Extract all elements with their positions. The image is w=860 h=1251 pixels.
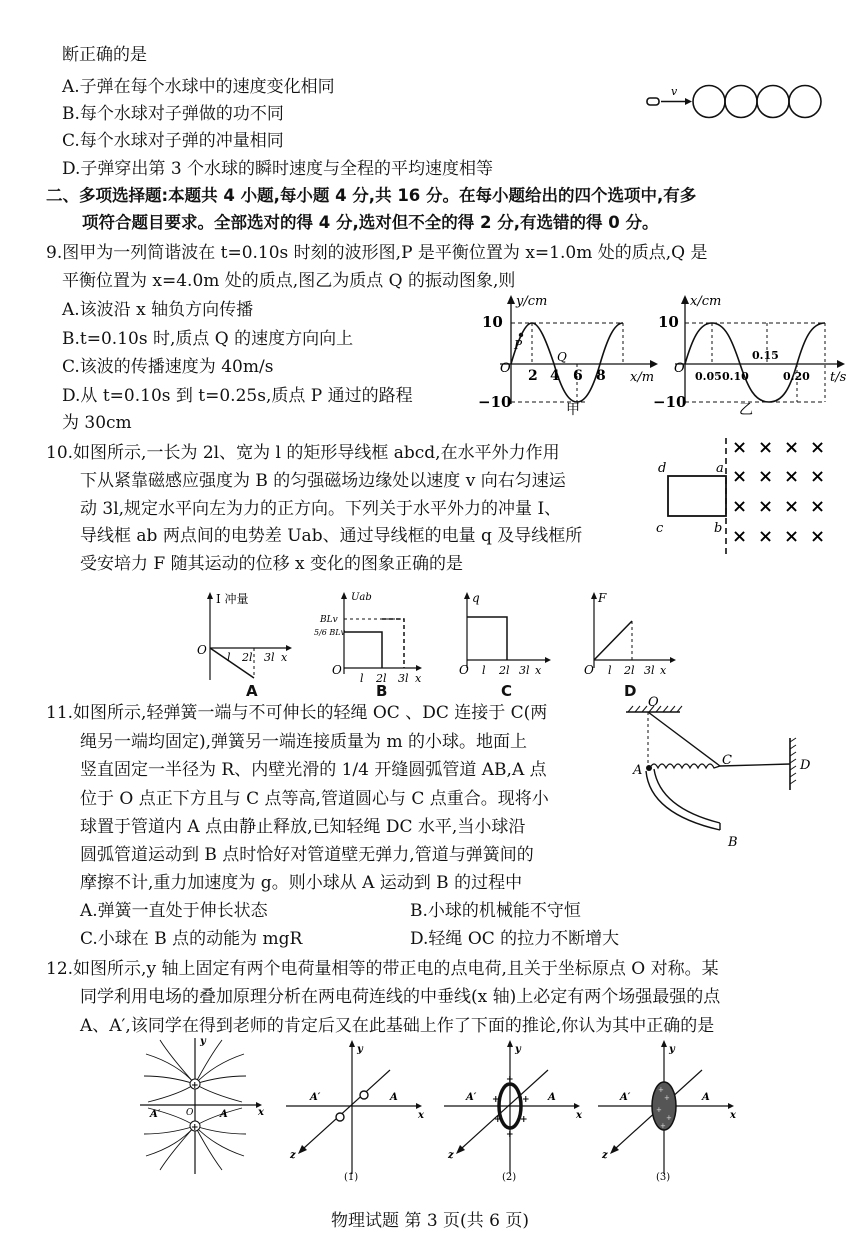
svg-text:甲: 甲 xyxy=(566,402,580,418)
svg-text:−10: −10 xyxy=(653,393,687,411)
q10-graph-b xyxy=(314,590,428,690)
svg-text:×: × xyxy=(810,526,826,547)
wire-frame-magnetic-field-figure xyxy=(652,436,837,561)
svg-text:10: 10 xyxy=(482,313,503,331)
svg-text:×: × xyxy=(732,496,748,517)
q9-option-a: A.该波沿 x 轴负方向传播 xyxy=(62,300,254,320)
q12-stem-line3: A、A′,该同学在得到老师的肯定后又在此基础上作了下面的推论,你认为其中正确的是 xyxy=(80,1016,715,1036)
svg-text:2l: 2l xyxy=(376,672,387,685)
q11-stem-line2: 绳另一端均固定),弹簧另一端连接质量为 m 的小球。地面上 xyxy=(80,732,527,752)
svg-text:x: x xyxy=(576,1110,582,1121)
water-ball-3 xyxy=(757,86,789,118)
svg-text:×: × xyxy=(784,496,800,517)
svg-text:O: O xyxy=(332,663,342,677)
svg-text:+: + xyxy=(506,1130,514,1140)
vibration-curve xyxy=(685,323,825,402)
q11-stem-line1: 11.如图所示,轻弹簧一端与不可伸长的轻绳 OC 、DC 连接于 C(两 xyxy=(46,703,548,723)
svg-text:x: x xyxy=(415,672,422,685)
wave-curve xyxy=(511,323,623,402)
svg-text:A′: A′ xyxy=(466,1092,477,1103)
q12-stem-line2: 同学利用电场的叠加原理分析在两电荷连线的中垂线(x 轴)上必定有两个场强最强的点 xyxy=(80,987,721,1007)
svg-text:A′: A′ xyxy=(620,1092,631,1103)
electric-field-lines-figure xyxy=(140,1036,270,1176)
q10-graph-a xyxy=(196,590,296,690)
svg-text:+: + xyxy=(506,1075,514,1085)
svg-text:C: C xyxy=(722,753,732,768)
svg-text:A: A xyxy=(220,1109,228,1120)
q8-intro: 断正确的是 xyxy=(62,45,147,65)
svg-text:+: + xyxy=(660,1122,666,1130)
svg-text:(2): (2) xyxy=(502,1172,517,1183)
section2-heading-line2: 项符合题目要求。全部选对的得 4 分,选对但不全的得 2 分,有选错的得 0 分。 xyxy=(82,213,659,232)
q10-graph-d xyxy=(580,590,680,690)
svg-text:x: x xyxy=(258,1107,264,1118)
svg-text:3l: 3l xyxy=(519,664,530,677)
svg-text:a: a xyxy=(716,461,724,476)
svg-text:t/s: t/s xyxy=(830,370,847,385)
svg-text:×: × xyxy=(758,496,774,517)
svg-text:A: A xyxy=(702,1092,710,1103)
q9-option-b: B.t=0.10s 时,质点 Q 的速度方向向上 xyxy=(62,329,354,349)
svg-text:+: + xyxy=(666,1114,672,1122)
svg-text:0.20: 0.20 xyxy=(783,370,810,383)
svg-text:x: x xyxy=(535,664,542,677)
svg-text:5/6 BLv: 5/6 BLv xyxy=(314,628,346,637)
svg-text:z: z xyxy=(602,1150,608,1161)
svg-text:O: O xyxy=(186,1108,194,1118)
svg-text:乙: 乙 xyxy=(739,402,753,418)
rope-oc xyxy=(648,712,720,766)
svg-text:A: A xyxy=(633,763,643,778)
svg-text:x/m: x/m xyxy=(630,370,655,385)
svg-text:z: z xyxy=(290,1150,296,1161)
q8-option-c: C.每个水球对子弹的冲量相同 xyxy=(62,131,284,151)
wave-graph-jia xyxy=(478,292,668,418)
water-ball-4 xyxy=(789,86,821,118)
svg-text:×: × xyxy=(784,526,800,547)
svg-text:O: O xyxy=(459,663,469,677)
svg-text:F: F xyxy=(598,591,607,605)
svg-text:A′: A′ xyxy=(150,1109,161,1120)
spring-rope-pipe-figure xyxy=(620,696,830,856)
svg-text:O: O xyxy=(197,643,207,657)
spring-coil xyxy=(650,764,720,768)
svg-text:+: + xyxy=(656,1106,662,1114)
q10-graph-a-caption: A xyxy=(246,682,258,700)
svg-text:0.15: 0.15 xyxy=(752,349,779,362)
svg-text:+: + xyxy=(191,1081,199,1091)
q8-option-b: B.每个水球对子弹做的功不同 xyxy=(62,104,284,124)
water-ball-2 xyxy=(725,86,757,118)
svg-text:×: × xyxy=(784,437,800,458)
vibration-graph-yi xyxy=(653,292,850,418)
q9-stem-line2: 平衡位置为 x=4.0m 处的质点,图乙为质点 Q 的振动图象,则 xyxy=(62,271,516,291)
svg-text:z: z xyxy=(448,1150,454,1161)
svg-text:×: × xyxy=(732,526,748,547)
svg-text:I 冲量: I 冲量 xyxy=(216,592,249,606)
svg-text:×: × xyxy=(732,466,748,487)
charge-figure-1 xyxy=(282,1040,427,1183)
svg-text:x: x xyxy=(418,1110,424,1121)
charge-ring-figure-2 xyxy=(440,1040,585,1183)
svg-text:2l: 2l xyxy=(242,651,253,664)
section2-heading-line1: 二、多项选择题:本题共 4 小题,每小题 4 分,共 16 分。在每小题给出的四个选项中,有多 xyxy=(46,186,697,205)
svg-text:4: 4 xyxy=(550,368,560,384)
magnetic-field-crosses xyxy=(732,437,825,547)
svg-text:8: 8 xyxy=(596,368,606,384)
q11-stem-line5: 球置于管道内 A 点由静止释放,已知轻绳 DC 水平,当小球沿 xyxy=(80,817,526,837)
svg-text:A′: A′ xyxy=(310,1092,321,1103)
svg-text:Uab: Uab xyxy=(351,592,372,603)
svg-text:6: 6 xyxy=(573,368,583,384)
rect-wire-frame xyxy=(668,476,726,516)
q11-option-c: C.小球在 B 点的动能为 mgR xyxy=(80,929,303,949)
q11-stem-line3: 竖直固定一半径为 R、内壁光滑的 1/4 开缝圆弧管道 AB,A 点 xyxy=(80,760,547,780)
svg-text:Q: Q xyxy=(557,350,567,364)
q11-option-a: A.弹簧一直处于伸长状态 xyxy=(80,901,268,921)
svg-text:+: + xyxy=(664,1094,670,1102)
svg-text:D: D xyxy=(800,758,811,773)
svg-text:+: + xyxy=(658,1086,664,1094)
q10-stem-line2: 下从紧靠磁感应强度为 B 的匀强磁场边缘处以速度 v 向右匀速运 xyxy=(80,471,566,491)
svg-text:×: × xyxy=(810,466,826,487)
bullet-water-balls-figure xyxy=(645,84,820,124)
svg-text:0.05: 0.05 xyxy=(695,370,722,383)
svg-text:l: l xyxy=(360,672,364,685)
svg-text:y: y xyxy=(669,1044,675,1055)
svg-text:×: × xyxy=(732,437,748,458)
svg-text:l: l xyxy=(227,651,231,664)
svg-text:P: P xyxy=(514,338,523,352)
svg-text:+: + xyxy=(520,1115,528,1125)
svg-text:+: + xyxy=(522,1095,530,1105)
svg-text:(1): (1) xyxy=(344,1172,359,1183)
svg-text:y: y xyxy=(357,1044,363,1055)
q10-graph-c-caption: C xyxy=(501,682,513,700)
svg-text:O: O xyxy=(674,361,685,376)
svg-text:q: q xyxy=(472,591,480,605)
q9-option-d-line2: 为 30cm xyxy=(62,413,132,433)
svg-text:×: × xyxy=(810,437,826,458)
svg-text:B: B xyxy=(728,835,738,850)
svg-text:+: + xyxy=(492,1095,500,1105)
q10-graph-b-caption: B xyxy=(376,682,388,700)
svg-text:×: × xyxy=(758,466,774,487)
svg-text:y: y xyxy=(200,1036,206,1047)
water-ball-1 xyxy=(693,86,725,118)
svg-text:10: 10 xyxy=(658,313,679,331)
svg-text:c: c xyxy=(656,521,664,536)
svg-text:l: l xyxy=(608,664,612,677)
q11-stem-line4: 位于 O 点正下方且与 C 点等高,管道圆心与 C 点重合。现将小 xyxy=(80,789,549,809)
q10-graph-d-caption: D xyxy=(624,682,637,700)
svg-text:y: y xyxy=(515,1044,521,1055)
q8-option-d: D.子弹穿出第 3 个水球的瞬时速度与全程的平均速度相等 xyxy=(62,159,494,179)
velocity-label: v xyxy=(671,85,678,98)
svg-text:×: × xyxy=(784,466,800,487)
q11-option-d: D.轻绳 OC 的拉力不断增大 xyxy=(410,929,620,949)
q10-stem-line3: 动 3l,规定水平向左为力的正方向。下列关于水平外力的冲量 I、 xyxy=(80,499,562,519)
svg-text:x/cm: x/cm xyxy=(690,294,722,309)
svg-text:×: × xyxy=(758,526,774,547)
svg-text:x: x xyxy=(730,1110,736,1121)
svg-text:(3): (3) xyxy=(656,1172,671,1183)
charged-disk-figure-3 xyxy=(594,1040,739,1183)
q11-option-b: B.小球的机械能不守恒 xyxy=(410,901,581,921)
svg-text:×: × xyxy=(758,437,774,458)
svg-text:3l: 3l xyxy=(264,651,275,664)
q9-option-d-line1: D.从 t=0.10s 到 t=0.25s,质点 P 通过的路程 xyxy=(62,386,413,406)
svg-text:A: A xyxy=(548,1092,556,1103)
svg-text:2l: 2l xyxy=(499,664,510,677)
svg-text:+: + xyxy=(494,1115,502,1125)
svg-text:d: d xyxy=(658,461,667,476)
q12-stem-line1: 12.如图所示,y 轴上固定有两个电荷量相等的带正电的点电荷,且关于坐标原点 O 对称。某 xyxy=(46,959,719,979)
svg-text:×: × xyxy=(810,496,826,517)
svg-text:BLv: BLv xyxy=(320,615,338,625)
q8-option-a: A.子弹在每个水球中的速度变化相同 xyxy=(62,77,335,97)
svg-text:2: 2 xyxy=(528,368,538,384)
q10-stem-line5: 受安培力 F 随其运动的位移 x 变化的图象正确的是 xyxy=(80,554,463,574)
svg-text:O: O xyxy=(500,361,511,376)
svg-text:−10: −10 xyxy=(478,393,512,411)
svg-text:x: x xyxy=(660,664,667,677)
svg-text:A: A xyxy=(390,1092,398,1103)
page-footer: 物理试题 第 3 页(共 6 页) xyxy=(331,1211,529,1231)
svg-text:x: x xyxy=(281,651,288,664)
svg-text:3l: 3l xyxy=(398,672,409,685)
svg-text:O: O xyxy=(648,695,659,710)
svg-text:+: + xyxy=(191,1123,199,1133)
svg-text:3l: 3l xyxy=(644,664,655,677)
svg-text:y/cm: y/cm xyxy=(516,294,548,309)
q11-stem-line6: 圆弧管道运动到 B 点时恰好对管道壁无弹力,管道与弹簧间的 xyxy=(80,845,534,865)
q10-stem-line4: 导线框 ab 两点间的电势差 Uab、通过导线框的电量 q 及导线框所 xyxy=(80,526,583,546)
svg-text:b: b xyxy=(714,521,723,536)
q9-stem-line1: 9.图甲为一列简谐波在 t=0.10s 时刻的波形图,P 是平衡位置为 x=1.0m 处的质点,Q 是 xyxy=(46,243,708,263)
q11-stem-line7: 摩擦不计,重力加速度为 g。则小球从 A 运动到 B 的过程中 xyxy=(80,873,523,893)
q10-graph-c xyxy=(455,590,555,690)
q9-option-c: C.该波的传播速度为 40m/s xyxy=(62,357,274,377)
svg-text:2l: 2l xyxy=(624,664,635,677)
svg-text:O: O xyxy=(584,663,594,677)
svg-text:l: l xyxy=(482,664,486,677)
svg-text:0.10: 0.10 xyxy=(722,370,749,383)
q10-stem-line1: 10.如图所示,一长为 2l、宽为 l 的矩形导线框 abcd,在水平外力作用 xyxy=(46,443,560,463)
